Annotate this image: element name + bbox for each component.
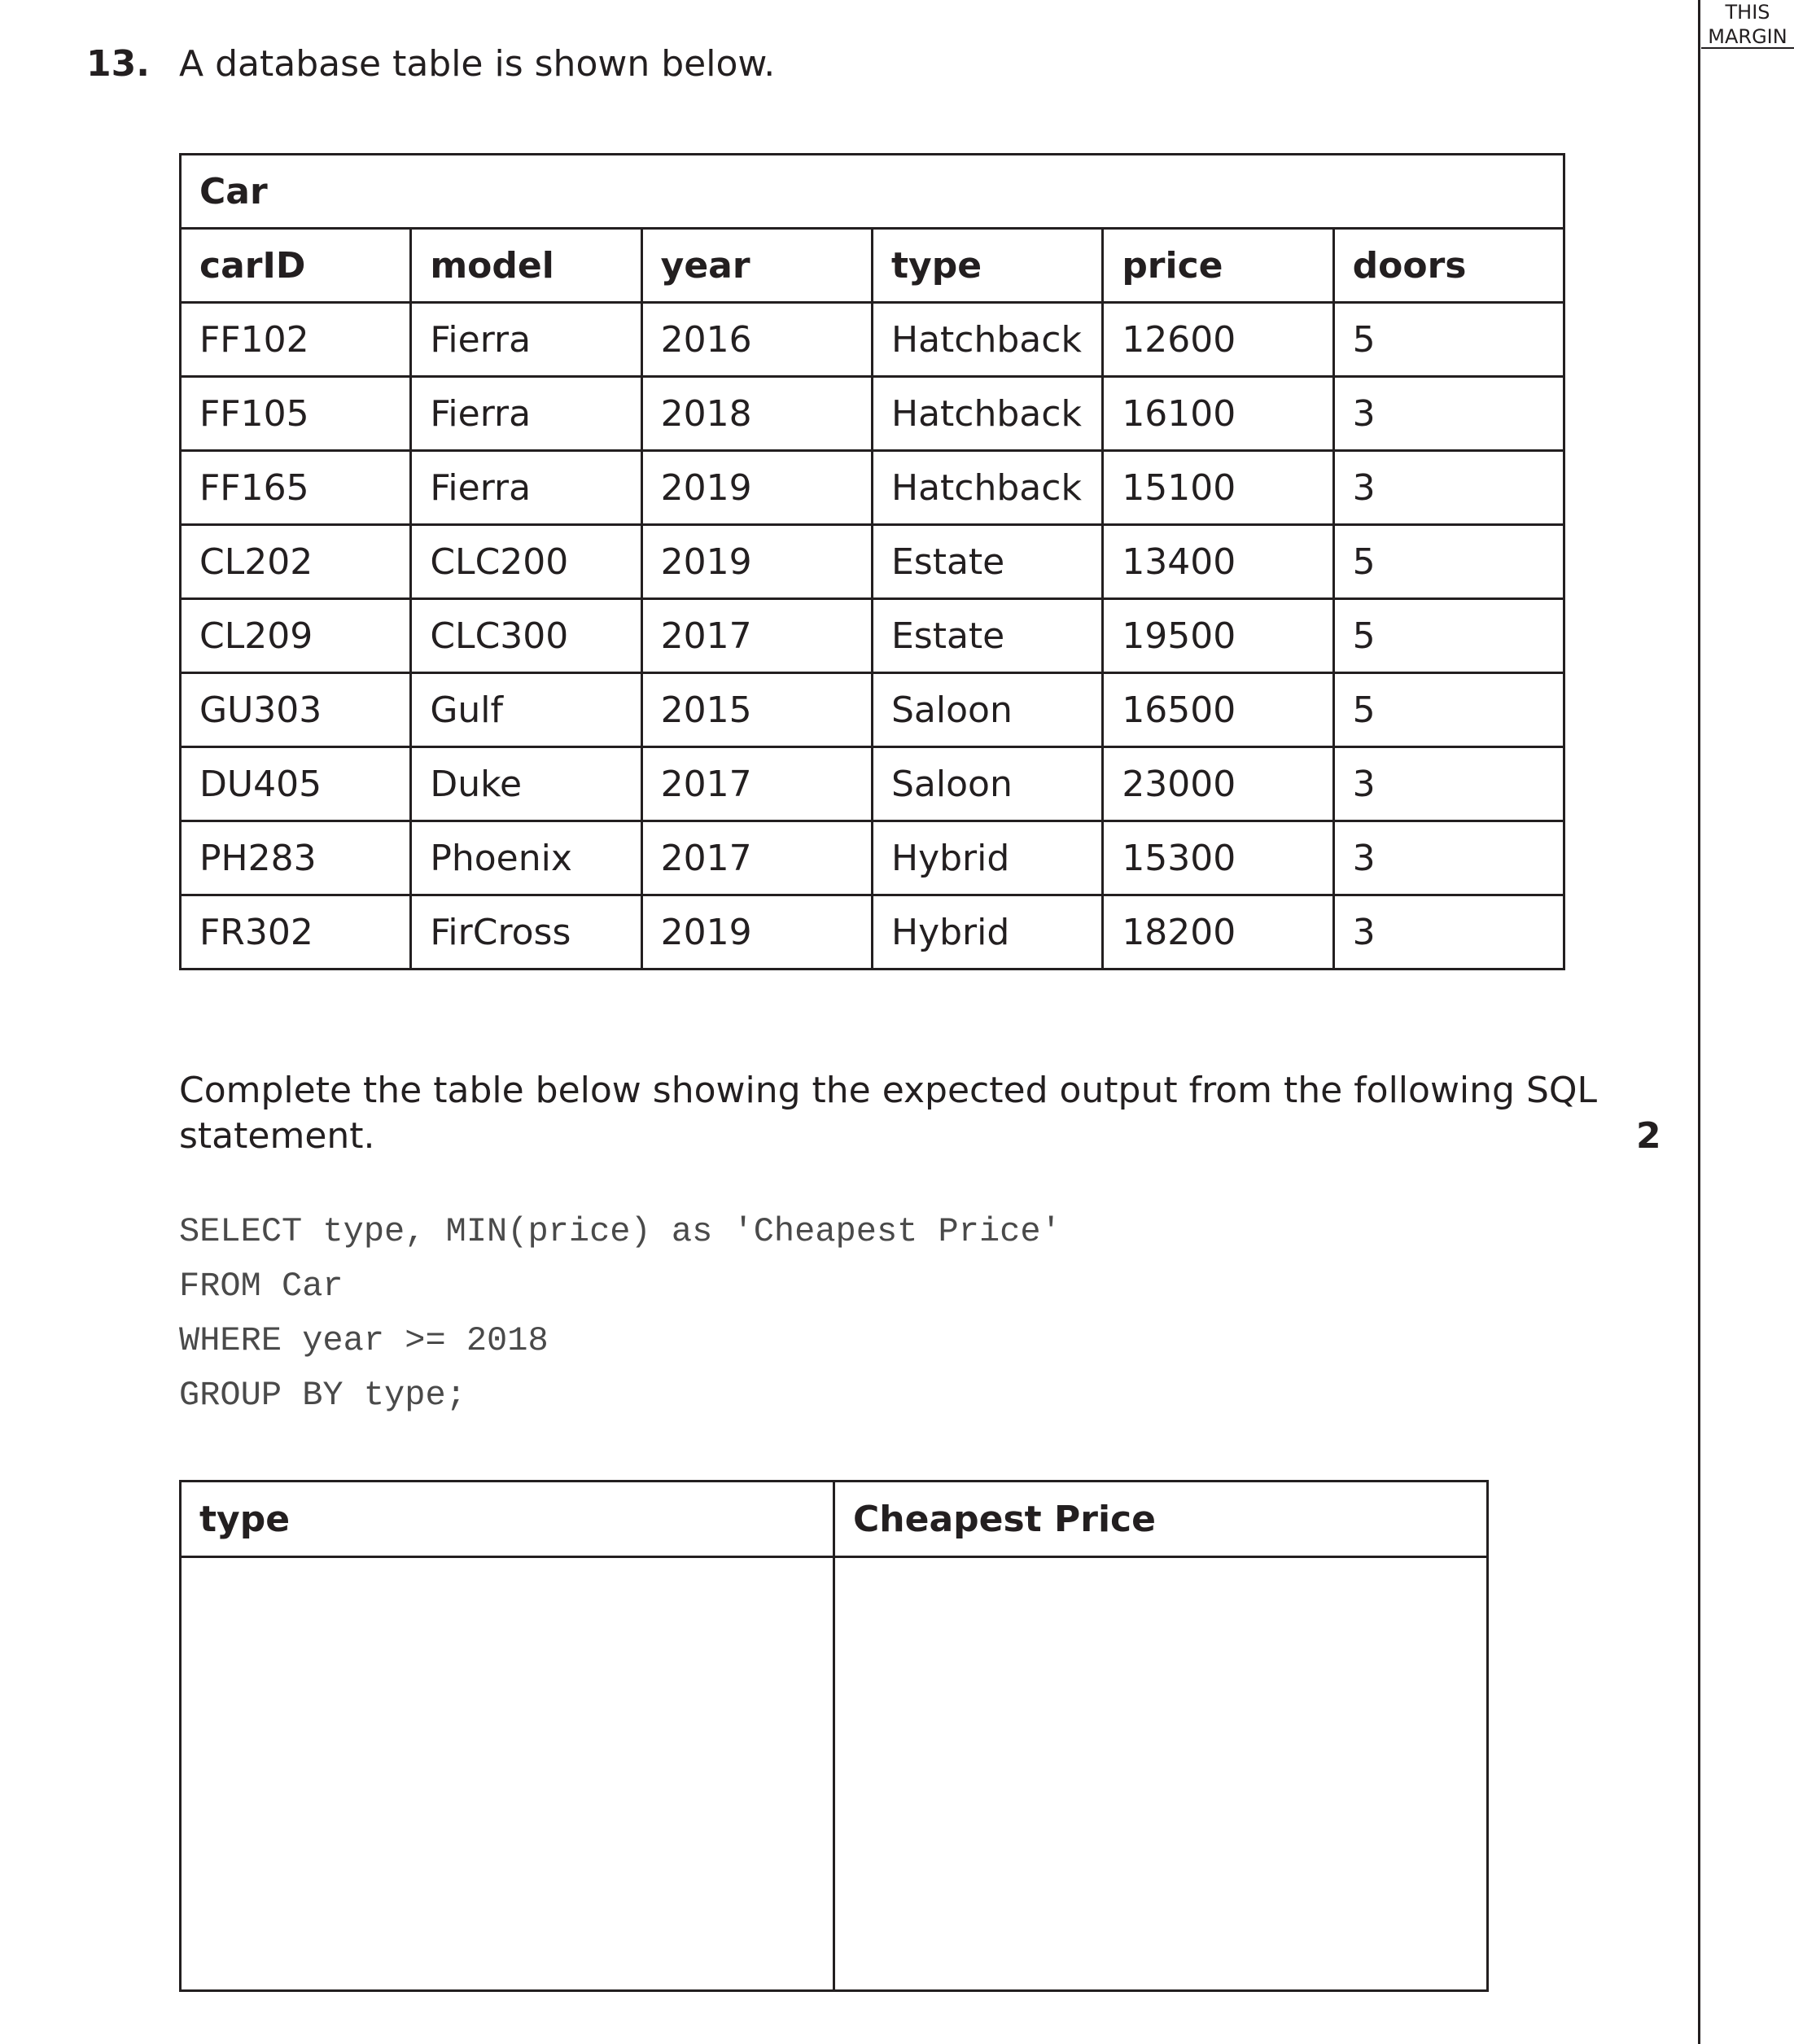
cell-doors: 5 xyxy=(1333,525,1564,599)
margin-label-line-2: MARGIN xyxy=(1708,25,1787,48)
cell-price: 18200 xyxy=(1103,895,1333,969)
cell-year: 2018 xyxy=(641,377,872,451)
cell-year: 2017 xyxy=(641,821,872,895)
cell-carid: FF165 xyxy=(181,451,411,525)
car-table-header-row xyxy=(181,229,1564,303)
cell-model: Fierra xyxy=(411,377,641,451)
cell-price: 19500 xyxy=(1103,599,1333,673)
cell-model: CLC300 xyxy=(411,599,641,673)
header-price: price xyxy=(1103,229,1333,303)
cell-price: 15100 xyxy=(1103,451,1333,525)
cell-doors: 3 xyxy=(1333,451,1564,525)
sql-line: GROUP BY type; xyxy=(179,1376,466,1415)
cell-price: 16500 xyxy=(1103,673,1333,747)
cell-doors: 3 xyxy=(1333,821,1564,895)
cell-type: Hatchback xyxy=(872,451,1102,525)
cell-carid: CL202 xyxy=(181,525,411,599)
cell-model: Gulf xyxy=(411,673,641,747)
cell-doors: 5 xyxy=(1333,303,1564,377)
table-row xyxy=(181,747,1564,821)
header-type: type xyxy=(872,229,1102,303)
marks-value: 2 xyxy=(1636,1115,1661,1157)
cell-year: 2019 xyxy=(641,525,872,599)
margin-label-line-1: THIS xyxy=(1725,1,1770,24)
cell-type: Saloon xyxy=(872,673,1102,747)
cell-type: Hatchback xyxy=(872,377,1102,451)
header-year: year xyxy=(641,229,872,303)
header-doors: doors xyxy=(1333,229,1564,303)
answer-header-row xyxy=(181,1482,1488,1557)
car-table xyxy=(179,153,1565,970)
cell-carid: GU303 xyxy=(181,673,411,747)
cell-type: Hatchback xyxy=(872,303,1102,377)
table-row xyxy=(181,821,1564,895)
answer-header-cheapest-price: Cheapest Price xyxy=(834,1482,1488,1557)
cell-model: FirCross xyxy=(411,895,641,969)
cell-price: 13400 xyxy=(1103,525,1333,599)
table-row xyxy=(181,525,1564,599)
cell-type: Saloon xyxy=(872,747,1102,821)
cell-price: 16100 xyxy=(1103,377,1333,451)
table-row xyxy=(181,895,1564,969)
answer-table xyxy=(179,1480,1489,1992)
cell-doors: 3 xyxy=(1333,895,1564,969)
cell-doors: 5 xyxy=(1333,599,1564,673)
sql-line: WHERE year >= 2018 xyxy=(179,1321,549,1360)
cell-model: Duke xyxy=(411,747,641,821)
cell-doors: 3 xyxy=(1333,377,1564,451)
sql-statement xyxy=(179,1205,1061,1423)
cell-model: Fierra xyxy=(411,303,641,377)
cell-year: 2019 xyxy=(641,451,872,525)
cell-year: 2017 xyxy=(641,599,872,673)
header-model: model xyxy=(411,229,641,303)
table-row xyxy=(181,451,1564,525)
cell-type: Estate xyxy=(872,599,1102,673)
cell-year: 2016 xyxy=(641,303,872,377)
cell-carid: FF102 xyxy=(181,303,411,377)
answer-cell-type[interactable] xyxy=(181,1557,834,1991)
cell-model: Phoenix xyxy=(411,821,641,895)
margin-label xyxy=(1701,0,1794,49)
cell-model: CLC200 xyxy=(411,525,641,599)
car-table-title: Car xyxy=(181,155,1564,229)
answer-header-type: type xyxy=(181,1482,834,1557)
table-row xyxy=(181,377,1564,451)
table-row xyxy=(181,599,1564,673)
cell-year: 2017 xyxy=(641,747,872,821)
cell-year: 2015 xyxy=(641,673,872,747)
cell-type: Hybrid xyxy=(872,895,1102,969)
sql-line: FROM Car xyxy=(179,1267,343,1306)
cell-price: 15300 xyxy=(1103,821,1333,895)
sql-line: SELECT type, MIN(price) as 'Cheapest Price' xyxy=(179,1212,1061,1251)
cell-price: 23000 xyxy=(1103,747,1333,821)
cell-carid: DU405 xyxy=(181,747,411,821)
cell-carid: PH283 xyxy=(181,821,411,895)
cell-type: Estate xyxy=(872,525,1102,599)
question-prompt: Complete the table below showing the expected output from the following SQL statement. xyxy=(179,1070,1598,1157)
question-number: 13. xyxy=(86,43,150,85)
header-carid: carID xyxy=(181,229,411,303)
cell-type: Hybrid xyxy=(872,821,1102,895)
table-row xyxy=(181,673,1564,747)
cell-doors: 5 xyxy=(1333,673,1564,747)
margin-rule xyxy=(1698,0,1700,2044)
cell-year: 2019 xyxy=(641,895,872,969)
car-table-title-row xyxy=(181,155,1564,229)
cell-carid: CL209 xyxy=(181,599,411,673)
answer-row xyxy=(181,1557,1488,1991)
cell-carid: FR302 xyxy=(181,895,411,969)
cell-carid: FF105 xyxy=(181,377,411,451)
question-text: A database table is shown below. xyxy=(179,43,776,85)
cell-model: Fierra xyxy=(411,451,641,525)
cell-doors: 3 xyxy=(1333,747,1564,821)
cell-price: 12600 xyxy=(1103,303,1333,377)
answer-cell-cheapest-price[interactable] xyxy=(834,1557,1488,1991)
table-row xyxy=(181,303,1564,377)
